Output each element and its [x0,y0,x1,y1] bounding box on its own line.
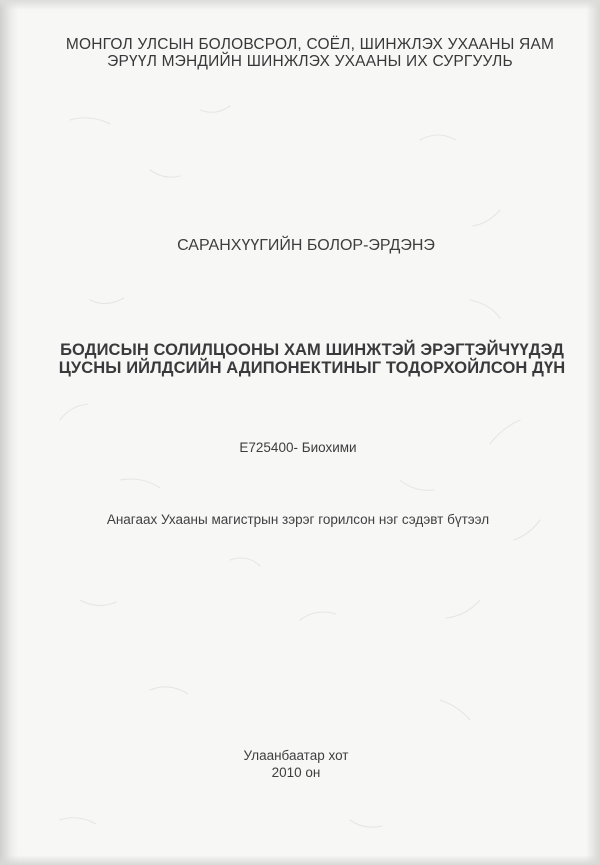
place: Улаанбаатар хот [243,748,349,763]
scan-edge-right [586,0,600,865]
scan-edge-bottom [0,855,600,865]
scan-edge-top [0,0,600,10]
year: 2010 он [271,765,321,780]
degree-statement: Анагаах Ухааны магистрын зэрэг горилсон нэг сэдэвт бүтээл [106,512,490,527]
author-name: САРАНХҮҮГИЙН БОЛОР-ЭРДЭНЭ [177,237,435,254]
thesis-title-line-1: БОДИСЫН СОЛИЛЦООНЫ ХАМ ШИНЖТЭЙ ЭРЭГТЭЙЧҮҮДЭД [60,341,564,359]
scan-edge-left [0,0,18,865]
institution-university: ЭРҮҮЛ МЭНДИЙН ШИНЖЛЭХ УХААНЫ ИХ СУРГУУЛЬ [107,53,513,70]
specialty-code: Е725400- Биохими [239,440,357,455]
institution-ministry: МОНГОЛ УЛСЫН БОЛОВСРОЛ, СОЁЛ, ШИНЖЛЭХ УХААНЫ ЯАМ [65,36,555,53]
thesis-title-line-2: ЦУСНЫ ИЙЛДСИЙН АДИПОНЕКТИНЫГ ТОДОРХОЙЛСОН ДҮН [58,359,566,377]
